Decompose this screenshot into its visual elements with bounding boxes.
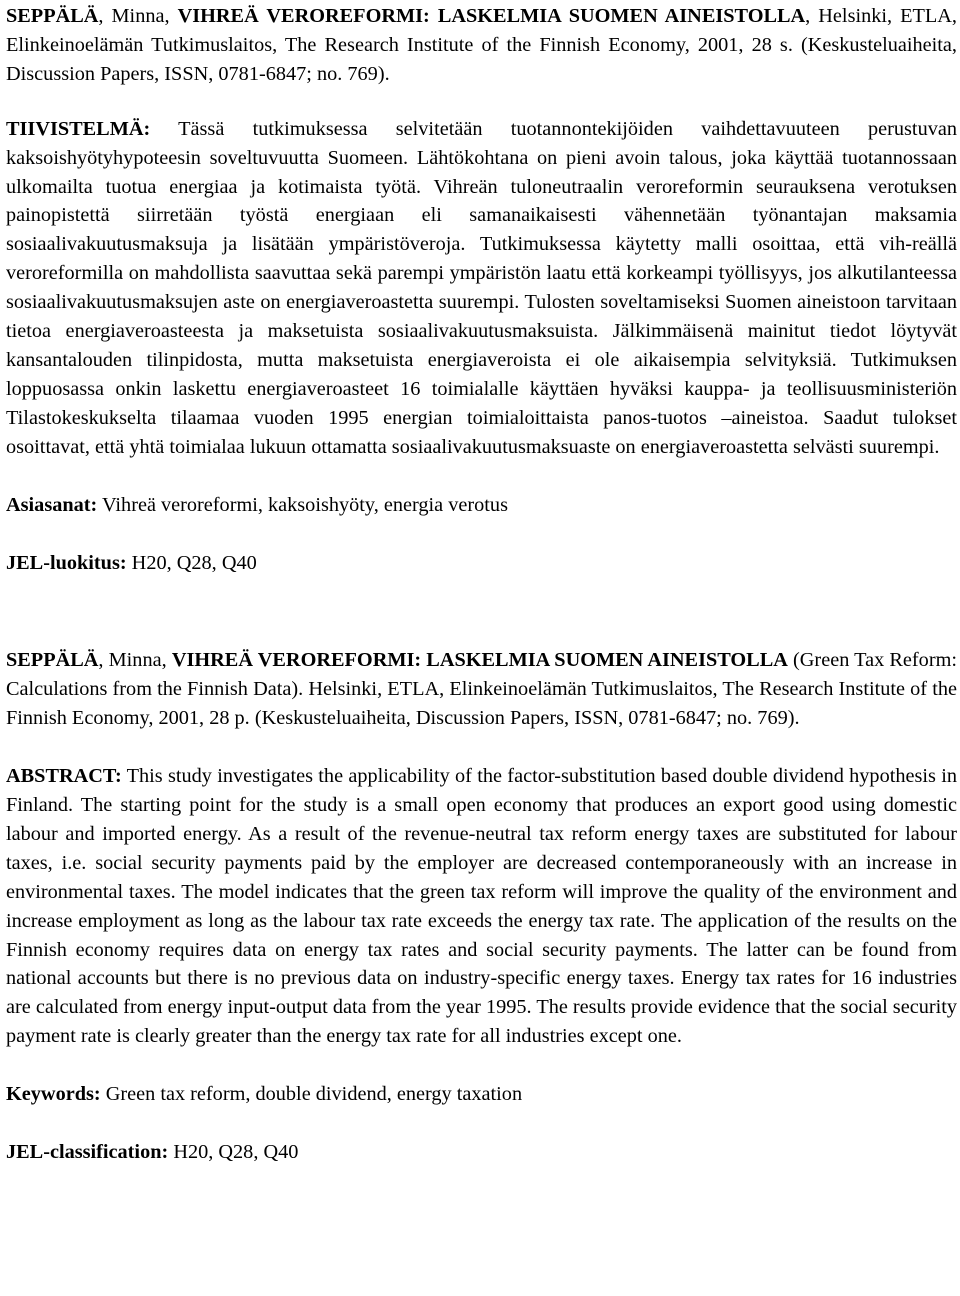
english-abstract-label: ABSTRACT: [6,765,122,788]
finnish-keywords [6,491,957,520]
english-reference [6,646,957,733]
publication-title: VIHREÄ VEROREFORMI: LASKELMIA SUOMEN AINEISTOLLA [177,5,806,27]
author-surname: SEPPÄLÄ [6,5,99,27]
english-keywords-text: Green tax reform, double dividend, energy taxation [100,1083,523,1106]
document-page [6,2,957,1167]
finnish-jel-text: H20, Q28, Q40 [126,551,257,574]
publication-details: (Green Tax Reform: Calculations from the Finnish Data). Helsinki, ETLA, Elinkeinoelämän Tutkimuslaitos, The Research Institute of the Finnish Economy, 2001, 28 p. (Keskusteluaiheita, Discussion Papers, ISSN, 0781-6847; no. 769). [6,649,957,730]
english-jel [6,1138,957,1167]
finnish-abstract-label: TIIVISTELMÄ: [6,117,151,140]
finnish-jel-label: JEL-luokitus: [6,551,127,574]
publication-title: VIHREÄ VEROREFORMI: LASKELMIA SUOMEN AINEISTOLLA [171,649,788,672]
english-keywords [6,1080,957,1109]
finnish-abstract-text: Tässä tutkimuksessa selvitetään tuotannontekijöiden vaihdettavuuteen perustuvan kaksoishyötyhypoteesin soveltuvuutta Suomeen. Lähtökohtana on pieni avoin talous, joka käyttää tuotannossaan ulkomailta tuotua energiaa ja kotimaista työtä. Vihreän tuloneutraalin veroreformin seurauksena verotuksen painopistettä siirretään työstä energiaan eli samanaikaisesti vähennetään työnantajan maksamia sosiaalivakuutusmaksuja ja lisätään ympäristöveroja. Tutkimuksessa käytetty malli osoittaa, että vih-reällä veroreformilla on mahdollista saavuttaa sekä parempi ympäristön laatu että korkeampi työllisyys, jos alkutilanteessa sosiaalivakuutusmaksujen aste on energiaveroastetta suurempi. Tulosten soveltamiseksi Suomen aineistoon tarvitaan tietoa energiaveroasteesta ja maksetuista sosiaalivakuutusmaksuista. Jälkimmäisenä mainitut tiedot löytyvät kansantalouden tilinpidosta, mutta maksetuista energiaveroista ei ole aikaisempia selvityksiä. Tutkimuksen loppuosassa onkin laskettu energiaveroasteet 16 toimialalle käyttäen hyväksi kauppa- ja teollisuusministeriön Tilastokeskukselta tilaamaa vuoden 1995 energian toimialoittaista panos-tuotos –aineistoa. Saadut tulokset osoittavat, että yhtä toimialaa lukuun ottamatta sosiaalivakuutusmaksuaste on energiaveroastetta selvästi suurempi. [6,117,957,458]
english-keywords-label: Keywords: [6,1083,101,1106]
author-surname: SEPPÄLÄ [6,649,99,672]
english-jel-label: JEL-classification: [6,1141,169,1164]
finnish-jel [6,549,957,578]
finnish-reference [6,2,957,89]
publication-details: , Helsinki, ETLA, Elinkeinoelämän Tutkimuslaitos, The Research Institute of the Finnish Economy, 2001, 28 s. (Keskusteluaiheita, Discussion Papers, ISSN, 0781-6847; no. 769). [6,5,958,85]
author-given-name: , Minna, [98,5,178,27]
english-jel-text: H20, Q28, Q40 [168,1141,299,1164]
finnish-abstract [6,115,957,462]
english-abstract [6,762,957,1051]
finnish-keywords-label: Asiasanat: [6,493,98,516]
english-abstract-text: This study investigates the applicability of the factor-substitution based double dividend hypothesis in Finland. The starting point for the study is a small open economy that produces an export good using domestic labour and imported energy. As a result of the revenue-neutral tax reform energy taxes are substituted for labour taxes, i.e. social security payments paid by the employer are decreased contemporaneously with an increase in environmental taxes. The model indicates that the green tax reform will improve the quality of the environment and increase employment as long as the labour tax rate exceeds the energy tax rate. The application of the results on the Finnish economy requires data on energy tax rates and social security payments. The latter can be found from national accounts but there is no previous data on industry-specific energy taxes. Energy tax rates for 16 industries are calculated from energy input-output data from the year 1995. The results provide evidence that the social security payment rate is clearly greater than the energy tax rate for all industries except one. [6,765,958,1048]
finnish-keywords-text: Vihreä veroreformi, kaksoishyöty, energia verotus [97,493,508,516]
author-given-name: , Minna, [98,649,172,672]
